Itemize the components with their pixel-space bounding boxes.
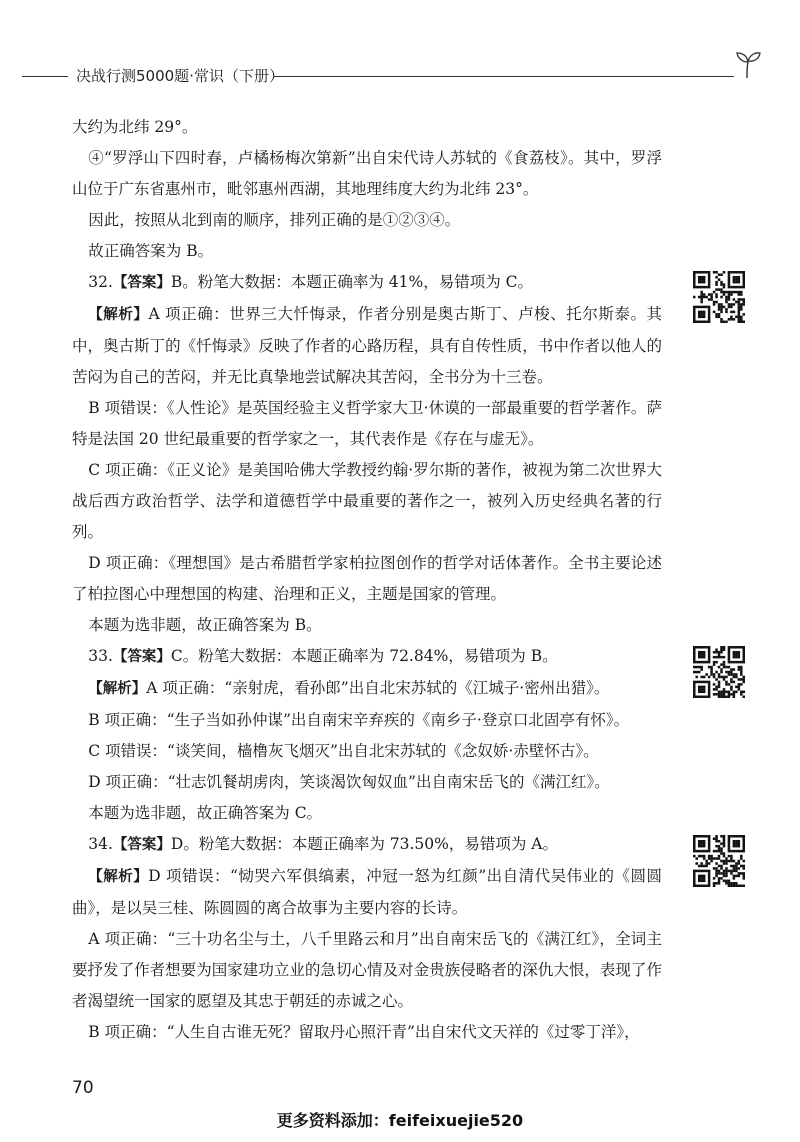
paragraph-text: D 项错误：“恸哭六军俱缟素，冲冠一怒为红颜”出自清代吴伟业的《圆圆曲》，是以吴三桂、陈圆圆的离合故事为主要内容的长诗。 xyxy=(72,867,662,917)
body-paragraph xyxy=(72,205,662,236)
question-number: 32. xyxy=(88,273,113,291)
qr-code-q32[interactable] xyxy=(693,271,745,323)
body-paragraph xyxy=(72,143,662,205)
paragraph-text: 本题为选非题，故正确答案为 B。 xyxy=(88,616,322,634)
answer-label: 【答案】 xyxy=(112,649,171,665)
body-paragraph xyxy=(72,736,662,767)
answer-label: 【答案】 xyxy=(112,837,171,853)
paragraph-text: 本题为选非题，故正确答案为 C。 xyxy=(88,804,323,822)
body-paragraph xyxy=(72,798,662,829)
question-number: 34. xyxy=(88,835,113,853)
body-paragraph xyxy=(72,924,662,1017)
qr-code-q33[interactable] xyxy=(693,646,745,698)
body-paragraph xyxy=(72,455,662,548)
qr-pattern xyxy=(693,835,745,887)
analysis-paragraph xyxy=(72,861,662,924)
header-rule-left xyxy=(22,76,68,77)
paragraph-text: B。粉笔大数据：本题正确率为 41%，易错项为 C。 xyxy=(170,273,533,291)
body-paragraph xyxy=(72,236,662,267)
body-paragraph xyxy=(72,548,662,610)
answer-label: 【答案】 xyxy=(112,275,171,291)
footer-note: 更多资料添加：feifeixuejie520 xyxy=(276,1111,524,1130)
paragraph-text: D 项正确：《理想国》是古希腊哲学家柏拉图创作的哲学对话体著作。全书主要论述了柏拉图心中理想国的构建、治理和正义，主题是国家的管理。 xyxy=(72,554,662,603)
paragraph-text: B 项错误：《人性论》是英国经验主义哲学家大卫·休谟的一部最重要的哲学著作。萨特是法国 20 世纪最重要的哲学家之一，其代表作是《存在与虚无》。 xyxy=(72,399,662,448)
body-paragraph xyxy=(72,1017,662,1048)
paragraph-text: 大约为北纬 29°。 xyxy=(72,118,198,136)
paragraph-text: B 项正确：“生子当如孙仲谋”出自南宋辛弃疾的《南乡子·登京口北固亭有怀》。 xyxy=(88,711,630,729)
qr-pattern xyxy=(693,271,745,323)
analysis-label: 【解析】 xyxy=(88,307,149,323)
paragraph-text: B 项正确：“人生自古谁无死？留取丹心照汗青”出自宋代文天祥的《过零丁洋》， xyxy=(88,1023,640,1041)
qr-code-q34[interactable] xyxy=(693,835,745,887)
body-paragraph xyxy=(72,393,662,455)
page-body xyxy=(72,112,662,1048)
running-header xyxy=(22,62,762,88)
body-paragraph xyxy=(72,112,662,143)
analysis-paragraph xyxy=(72,299,662,393)
paragraph-text: C 项正确：《正义论》是美国哈佛大学教授约翰·罗尔斯的著作，被视为第二次世界大战后西方政治哲学、法学和道德哲学中最重要的著作之一，被列入历史经典名著的行列。 xyxy=(72,461,662,541)
paragraph-text: C 项错误：“谈笑间，樯橹灰飞烟灭”出自北宋苏轼的《念奴娇·赤壁怀古》。 xyxy=(88,742,599,760)
header-title: 决战行测5000题·常识（下册） xyxy=(76,67,284,85)
body-paragraph xyxy=(72,705,662,736)
question-number: 33. xyxy=(88,647,113,665)
analysis-label: 【解析】 xyxy=(88,681,147,697)
page-number: 70 xyxy=(72,1078,94,1098)
answer-paragraph xyxy=(72,641,662,673)
answer-paragraph xyxy=(72,829,662,861)
answer-paragraph xyxy=(72,267,662,299)
paragraph-text: 因此，按照从北到南的顺序，排列正确的是①②③④。 xyxy=(88,211,461,229)
body-paragraph xyxy=(72,610,662,641)
analysis-paragraph xyxy=(72,673,662,705)
paragraph-text: D 项正确：“壮志饥餐胡虏肉，笑谈渴饮匈奴血”出自南宋岳飞的《满江红》。 xyxy=(88,773,610,791)
paragraph-text: 故正确答案为 B。 xyxy=(88,242,214,260)
paragraph-text: ④“罗浮山下四时春，卢橘杨梅次第新”出自宋代诗人苏轼的《食荔枝》。其中，罗浮山位于广东省惠州市，毗邻惠州西湖，其地理纬度大约为北纬 23°。 xyxy=(72,149,662,198)
paragraph-text: A 项正确：“三十功名尘与土，八千里路云和月”出自南宋岳飞的《满江红》，全词主要抒发了作者想要为国家建功立业的急切心情及对金贵族侵略者的深仇大恨，表现了作者渴望统一国家的愿望及其忠于朝廷的赤诚之心。 xyxy=(72,930,662,1010)
analysis-label: 【解析】 xyxy=(88,869,149,885)
body-paragraph xyxy=(72,767,662,798)
paragraph-text: A 项正确：世界三大忏悔录，作者分别是奥古斯丁、卢梭、托尔斯泰。其中，奥古斯丁的《忏悔录》反映了作者的心路历程，具有自传性质，书中作者以他人的苦闷为自己的苦闷，并无比真挚地尝试解决其苦闷，全书分为十三卷。 xyxy=(72,305,663,386)
sprout-icon xyxy=(732,48,762,80)
paragraph-text: D。粉笔大数据：本题正确率为 73.50%，易错项为 A。 xyxy=(170,835,558,853)
paragraph-text: A 项正确：“亲射虎，看孙郎”出自北宋苏轼的《江城子·密州出猎》。 xyxy=(146,679,610,697)
paragraph-text: C。粉笔大数据：本题正确率为 72.84%，易错项为 B。 xyxy=(170,647,558,665)
header-rule-right xyxy=(274,76,734,77)
qr-pattern xyxy=(693,646,745,698)
